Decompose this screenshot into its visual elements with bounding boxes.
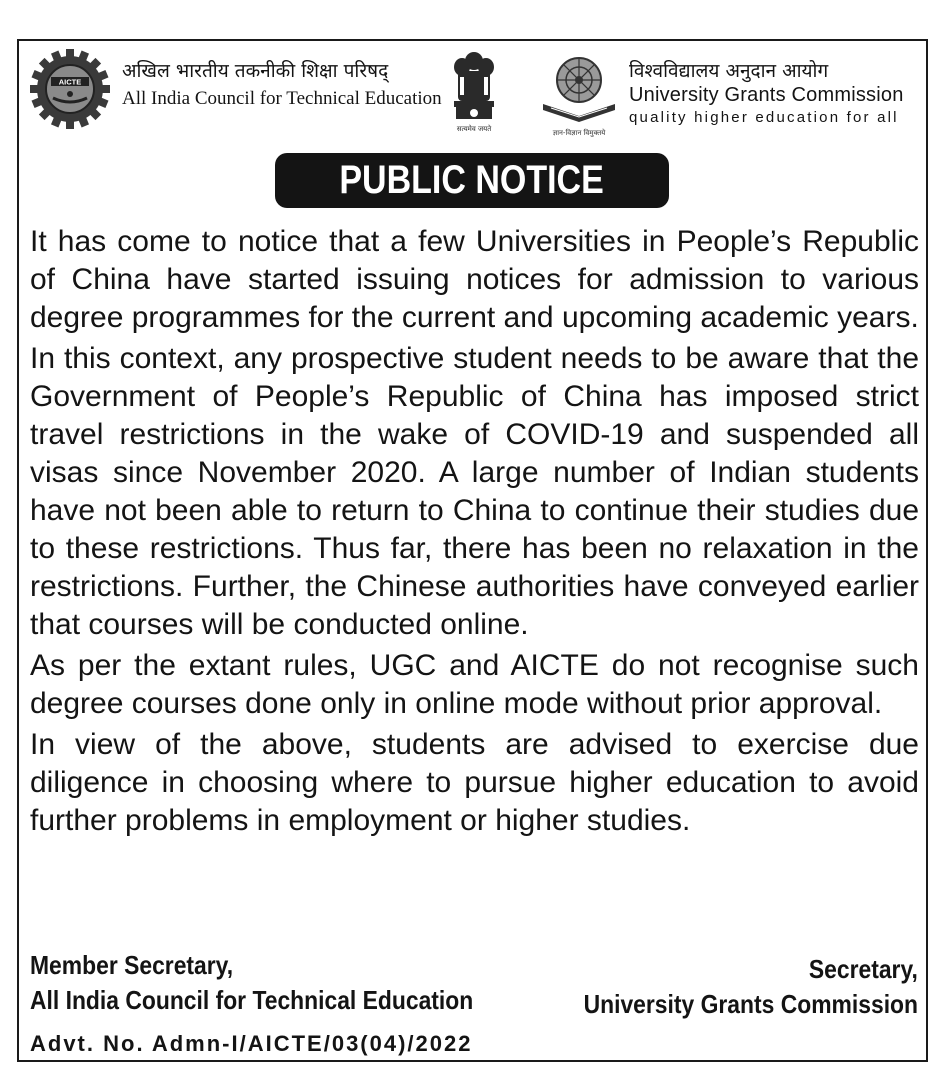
signature-ugc-designation: Secretary,	[809, 954, 918, 984]
ugc-name-english: University Grants Commission	[629, 84, 904, 106]
ugc-name-block	[629, 59, 904, 127]
aicte-name-block	[122, 59, 442, 111]
signature-aicte	[30, 948, 534, 1018]
ugc-name-hindi: विश्वविद्यालय अनुदान आयोग	[629, 60, 829, 82]
signature-aicte-designation: Member Secretary,	[30, 950, 234, 980]
aicte-logo-text: AICTE	[58, 77, 82, 87]
signature-ugc-organisation: University Grants Commission	[583, 989, 918, 1019]
notice-title-text: PUBLIC NOTICE	[339, 158, 605, 202]
aicte-name-english: All India Council for Technical Education	[122, 88, 442, 109]
notice-paragraph: As per the extant rules, UGC and AICTE do not recognise such degree courses done only in online mode without prior approval.	[30, 649, 919, 720]
signature-aicte-organisation: All India Council for Technical Education	[30, 985, 474, 1015]
advt-number: Advt. No. Admn-I/AICTE/03(04)/2022	[30, 1031, 473, 1056]
signature-ugc	[538, 952, 918, 1022]
ugc-logo-caption: ज्ञान-विज्ञान विमुक्तये	[552, 129, 606, 137]
aicte-name-hindi: अखिल भारतीय तकनीकी शिक्षा परिषद्	[122, 60, 389, 82]
notice-body	[30, 223, 919, 843]
ugc-logo-icon	[539, 46, 619, 138]
emblem-motto: सत्यमेव जयते	[456, 125, 492, 133]
aicte-logo-icon	[29, 48, 111, 130]
national-emblem-icon	[446, 47, 502, 135]
notice-title	[275, 153, 669, 208]
public-notice	[17, 39, 928, 1062]
notice-paragraph: In view of the above, students are advised to exercise due diligence in choosing where to pursue higher education to avoid further problems in employment or higher studies.	[30, 728, 919, 837]
ugc-motto: quality higher education for all	[629, 109, 899, 126]
notice-paragraph: In this context, any prospective student needs to be aware that the Government of People’s Republic of China has imposed strict travel restrictions in the wake of COVID-19 and suspended all visas since November 2020. A large number of Indian students have not been able to return to China to continue their studies due to these restrictions. Thus far, there has been no relaxation in the restrictions. Further, the Chinese authorities have conveyed earlier that courses will be conducted online.	[30, 342, 919, 641]
notice-paragraph: It has come to notice that a few Universities in People’s Republic of China have started issuing notices for admission to various degree programmes for the current and upcoming academic years.	[30, 225, 919, 334]
